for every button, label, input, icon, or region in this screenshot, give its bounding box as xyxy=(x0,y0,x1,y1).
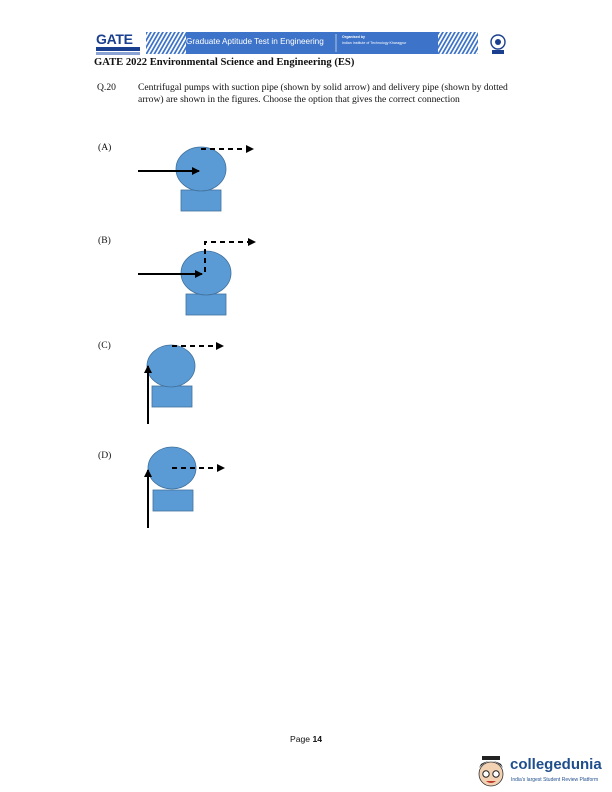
figure-option-b xyxy=(138,242,255,315)
pump-casing-a xyxy=(176,147,226,191)
pump-base-c xyxy=(152,386,192,407)
option-c-label: (C) xyxy=(98,340,111,351)
collegedunia-name: collegedunia xyxy=(510,756,602,773)
figure-option-a xyxy=(138,147,253,211)
pump-base-b xyxy=(186,294,226,315)
option-a-label: (A) xyxy=(98,142,112,153)
pump-casing-c xyxy=(147,345,195,387)
collegedunia-watermark xyxy=(472,752,612,792)
pump-base-a xyxy=(181,190,221,211)
banner-title: Graduate Aptitude Test in Engineering xyxy=(186,37,324,46)
figure-option-d xyxy=(148,447,224,528)
option-b-label: (B) xyxy=(98,235,111,246)
page-footer xyxy=(0,734,612,744)
mascot-icon xyxy=(474,754,508,790)
page-label: Page xyxy=(289,734,311,744)
option-d-label: (D) xyxy=(98,450,112,461)
organizer-name: Indian Institute of Technology Kharagpur xyxy=(342,41,407,45)
question-text: Centrifugal pumps with suction pipe (shown by solid arrow) and delivery pipe (shown by dotted arrow) are shown in the figures. Choose the option that gives the correct connection xyxy=(138,82,508,105)
paper-title: GATE 2022 Environmental Science and Engineering (ES) xyxy=(94,57,355,68)
figure-option-c xyxy=(147,345,223,424)
gate-logo-text: GATE xyxy=(96,31,133,47)
page-number: 14 xyxy=(312,734,323,744)
question-number: Q.20 xyxy=(97,82,116,93)
organizer-label: Organised by xyxy=(342,35,365,39)
pump-base-d xyxy=(153,490,193,511)
collegedunia-tagline: India's largest Student Review Platform xyxy=(511,777,599,783)
